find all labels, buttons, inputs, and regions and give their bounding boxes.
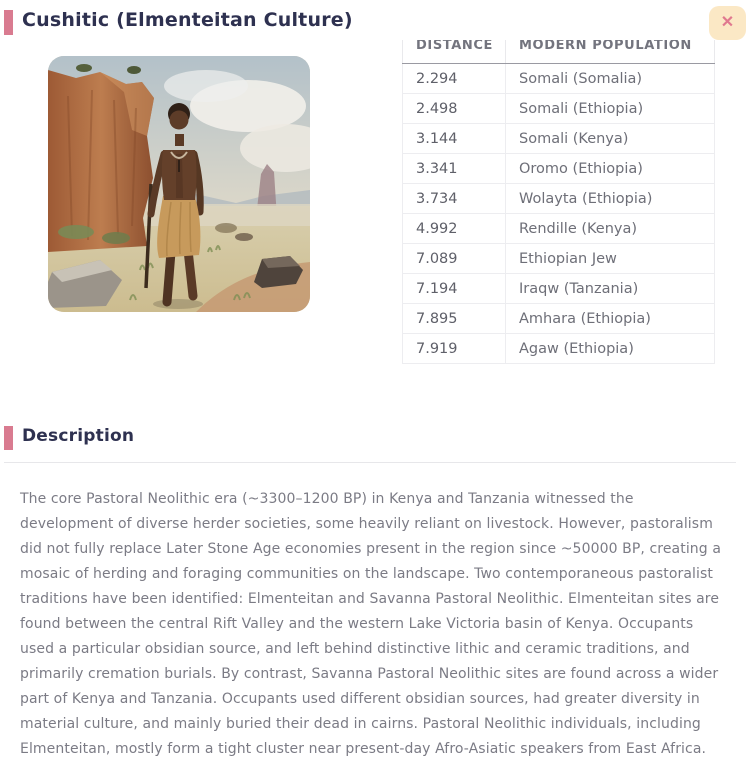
population-cell: Oromo (Ethiopia) xyxy=(506,154,715,184)
table-header-distance: DISTANCE xyxy=(403,40,506,64)
table-row xyxy=(403,124,715,154)
title-accent-bar xyxy=(4,10,13,35)
distance-cell: 3.734 xyxy=(403,184,506,214)
distance-cell: 2.294 xyxy=(403,64,506,94)
population-cell: Rendille (Kenya) xyxy=(506,214,715,244)
distance-cell: 3.144 xyxy=(403,124,506,154)
distance-table-container xyxy=(402,40,716,369)
population-cell: Amhara (Ethiopia) xyxy=(506,304,715,334)
population-cell: Somali (Ethiopia) xyxy=(506,94,715,124)
table-row xyxy=(403,64,715,94)
population-cell: Agaw (Ethiopia) xyxy=(506,334,715,364)
distance-cell: 7.089 xyxy=(403,244,506,274)
table-row xyxy=(403,184,715,214)
close-button[interactable] xyxy=(709,6,746,40)
table-row xyxy=(403,154,715,184)
section-divider xyxy=(4,462,736,463)
description-heading: Description xyxy=(22,426,135,446)
close-icon: ✕ xyxy=(720,14,735,31)
description-accent-bar xyxy=(4,426,13,450)
distance-cell: 4.992 xyxy=(403,214,506,244)
table-row xyxy=(403,304,715,334)
table-row xyxy=(403,214,715,244)
table-row xyxy=(403,94,715,124)
distance-cell: 7.895 xyxy=(403,304,506,334)
population-cell: Somali (Kenya) xyxy=(506,124,715,154)
distance-cell: 2.498 xyxy=(403,94,506,124)
distance-cell: 3.341 xyxy=(403,154,506,184)
population-cell: Somali (Somalia) xyxy=(506,64,715,94)
panel-title: Cushitic (Elmenteitan Culture) xyxy=(22,9,353,31)
population-cell: Wolayta (Ethiopia) xyxy=(506,184,715,214)
population-cell: Ethiopian Jew xyxy=(506,244,715,274)
table-row xyxy=(403,274,715,304)
description-text: The core Pastoral Neolithic era (~3300–1200 BP) in Kenya and Tanzania witnessed the development of diverse herder societies, some heavily reliant on livestock. However, pastoralism did not fully replace Later Stone Age economies present in the region since ~50000 BP, creating a mosaic of herding and foraging communities on the landscape. Two contemporaneous pastoralist traditions have been identified: Elmenteitan and Savanna Pastoral Neolithic. Elmenteitan sites are found between the central Rift Valley and the western Lake Victoria basin of Kenya. Occupants used a particular obsidian source, and left behind distinctive lithic and ceramic traditions, and primarily cremation burials. By contrast, Savanna Pastoral Neolithic sites are found across a wider part of Kenya and Tanzania. Occupants used different obsidian sources, had greater diversity in material culture, and mainly buried their dead in cairns. Pastoral Neolithic individuals, including Elmenteitan, mostly form a tight cluster near present-day Afro-Asiatic speakers from East Africa. xyxy=(20,491,721,757)
distance-cell: 7.919 xyxy=(403,334,506,364)
table-header-row xyxy=(403,40,715,64)
population-cell: Iraqw (Tanzania) xyxy=(506,274,715,304)
table-row xyxy=(403,244,715,274)
distance-table xyxy=(402,40,715,364)
table-row xyxy=(403,334,715,364)
table-header-population: MODERN POPULATION xyxy=(506,40,715,64)
population-illustration xyxy=(48,56,310,312)
distance-cell: 7.194 xyxy=(403,274,506,304)
savanna-scene-graphic xyxy=(48,56,310,312)
